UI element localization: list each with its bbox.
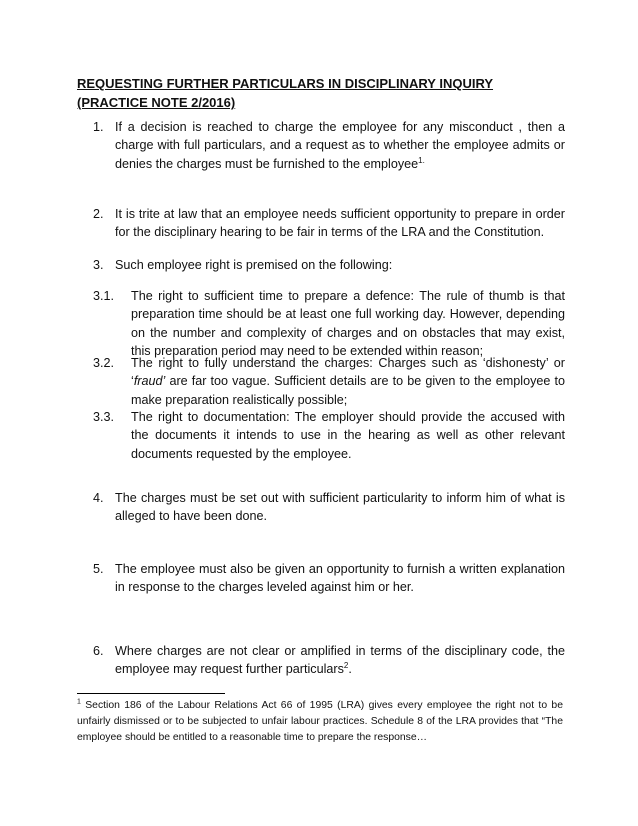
item-number: 3.	[93, 258, 104, 272]
document-title: REQUESTING FURTHER PARTICULARS IN DISCIPLINARY INQUIRY (PRACTICE NOTE 2/2016)	[77, 76, 494, 110]
item-number: 1.	[93, 120, 104, 134]
footnote-separator	[77, 693, 225, 694]
list-item	[93, 408, 565, 464]
item-text	[131, 354, 565, 409]
list-item	[93, 205, 565, 243]
item-number: 6.	[93, 644, 104, 658]
item-number: 3.1.	[93, 289, 115, 303]
item-text: It is trite at law that an employee needs sufficient opportunity to prepare in order for the disciplinary hearing to be fair in terms of the LRA and the Constitution.	[115, 207, 565, 240]
item-text: Such employee right is premised on the following:	[115, 258, 393, 272]
list-item	[93, 287, 565, 361]
list-item	[93, 354, 565, 410]
footnote-ref: 1.	[418, 155, 425, 165]
footnote-ref: 2	[343, 661, 349, 671]
item-text-body: If a decision is reached to charge the employee for any misconduct , then a charge with full particulars, and a request as to whether the employee admits or denies the charges must be furnished to the employee	[115, 120, 565, 171]
item-text-part: The right to fully understand the charges: Charges such as ‘dishonesty’ or ‘	[131, 356, 565, 389]
item-text-end: .	[348, 662, 352, 677]
list-item	[93, 256, 565, 276]
item-number: 3.3.	[93, 410, 115, 424]
item-text	[115, 642, 565, 679]
item-text	[115, 118, 565, 173]
item-number: 3.2.	[93, 356, 115, 370]
list-item	[93, 489, 565, 527]
item-text: The right to documentation: The employer should provide the accused with the documents it intends to use in the hearing as well as other relevant documents requested by the employee.	[131, 410, 565, 461]
list-item	[93, 560, 565, 598]
item-text: The right to sufficient time to prepare a defence: The rule of thumb is that preparation time should be at least one full working day. However, depending on the number and complexity of charges and on obstacles that may exist, this preparation period may need to be extended within reason;	[131, 289, 565, 359]
list-item	[93, 118, 565, 174]
item-text: The employee must also be given an opportunity to furnish a written explanation in response to the charges leveled against him or her.	[115, 562, 565, 595]
item-number: 4.	[93, 491, 104, 505]
list-item	[93, 642, 565, 680]
item-text-part: are far too vague. Sufficient details are to be given to the employee to make preparation realistically possible;	[131, 374, 565, 407]
item-text-body: Where charges are not clear or amplified in terms of the disciplinary code, the employee may request further particulars	[115, 644, 565, 677]
item-text-italic: fraud’	[133, 374, 166, 389]
item-number: 5.	[93, 562, 104, 576]
item-number: 2.	[93, 207, 104, 221]
footnote-marker: 1	[77, 698, 81, 706]
footnote-text: Section 186 of the Labour Relations Act 66 of 1995 (LRA) gives every employee the right not to be unfairly dismissed or to be subjected to unfair labour practices. Schedule 8 of the LRA provides that “The employee should be entitled to a reasonable time to prepare the response…	[77, 700, 563, 743]
footnote	[77, 698, 563, 746]
item-text: The charges must be set out with sufficient particularity to inform him of what is alleged to have been done.	[115, 491, 565, 524]
